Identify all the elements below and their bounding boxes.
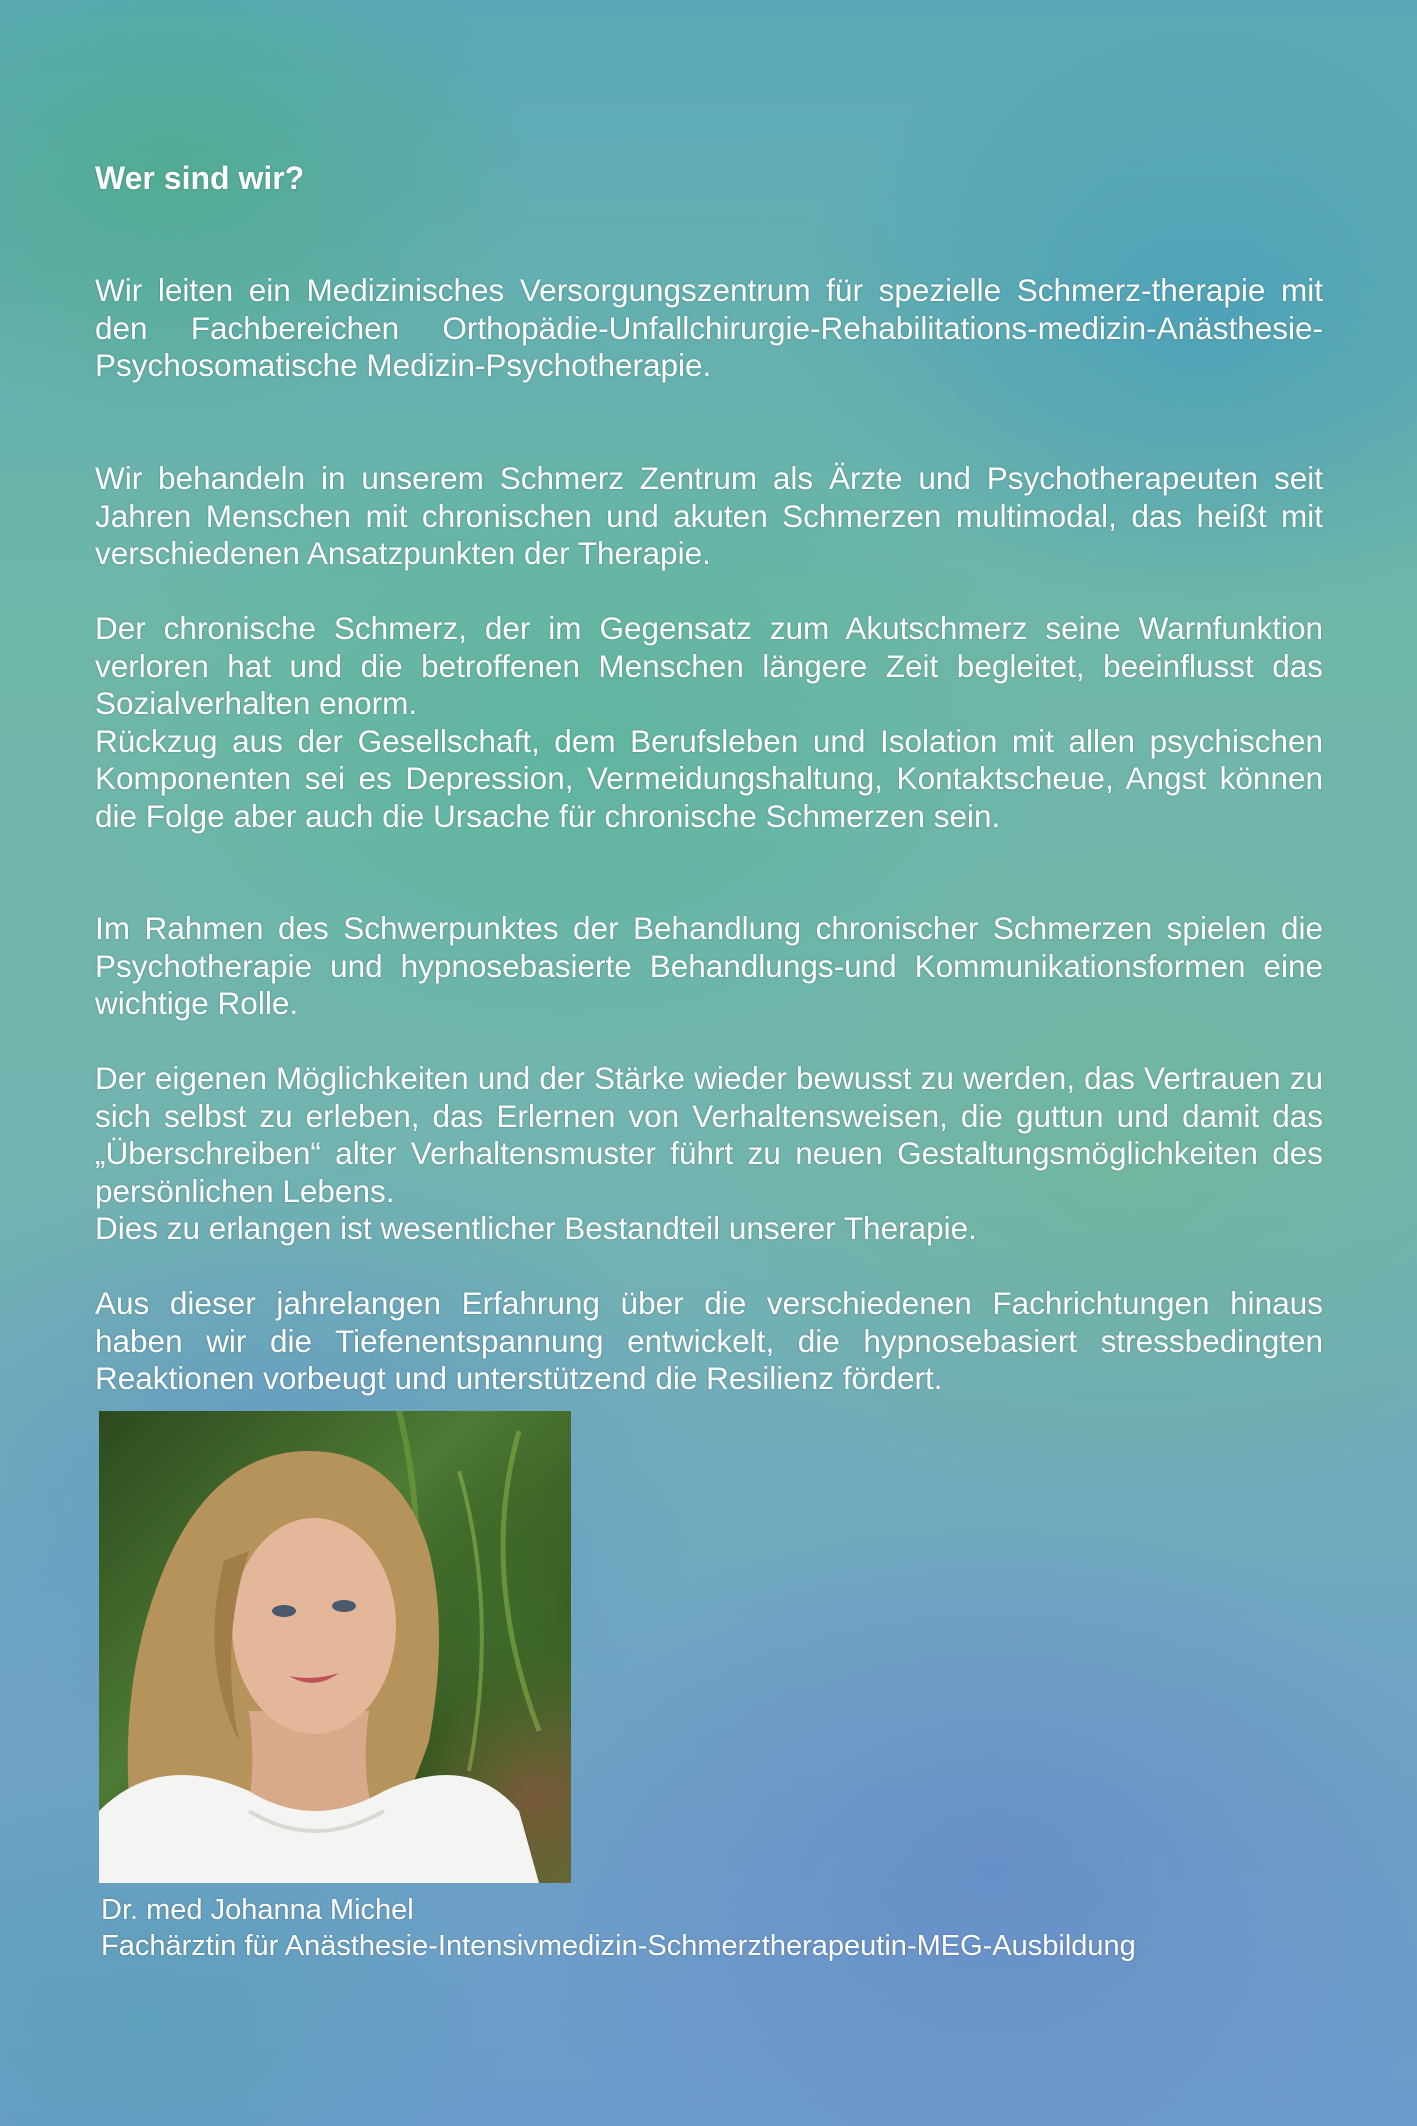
- paragraph-experience: Aus dieser jahrelangen Erfahrung über die verschiedenen Fachrichtungen hinaus haben wir die Tiefenentspannung entwickelt, die hypnosebasiert stressbedingten Reaktionen vorbeugt und unterstützend die Resilienz fördert.: [95, 1285, 1323, 1396]
- portrait-photo: [99, 1411, 571, 1883]
- intro-section: [95, 272, 1323, 385]
- experience-section: [95, 1285, 1323, 1398]
- focus-section: [95, 910, 1323, 1023]
- chronic-pain-section: [95, 610, 1323, 835]
- treatment-section: [95, 460, 1323, 573]
- paragraph-chronic-pain: Der chronische Schmerz, der im Gegensatz zum Akutschmerz seine Warnfunktion verloren hat und die betroffenen Menschen längere Zeit begleitet, beeinflusst das Sozialverhalten enorm.: [95, 610, 1323, 721]
- possibilities-section: [95, 1060, 1323, 1248]
- paragraph-focus: Im Rahmen des Schwerpunktes der Behandlung chronischer Schmerzen spielen die Psychotherapie und hypnosebasierte Behandlungs-und Kommunikationsformen eine wichtige Rolle.: [95, 910, 1323, 1021]
- paragraph-intro: Wir leiten ein Medizinisches Versorgungszentrum für spezielle Schmerz-therapie mit den Fachbereichen Orthopädie-Unfallchirurgie-Rehabilitations-medizin-Anästhesie-Psychosomatische Medizin-Psychotherapie.: [95, 272, 1323, 383]
- paragraph-possibilities: Der eigenen Möglichkeiten und der Stärke wieder bewusst zu werden, das Vertrauen zu sich selbst zu erleben, das Erlernen von Verhaltensweisen, die guttun und damit das „Überschreiben“ alter Verhaltensmuster führt zu neuen Gestaltungsmöglichkeiten des persönlichen Lebens.: [95, 1060, 1323, 1209]
- caption-name: Dr. med Johanna Michel: [101, 1894, 414, 1926]
- page-heading: Wer sind wir?: [95, 160, 305, 196]
- paragraph-withdrawal: Rückzug aus der Gesellschaft, dem Berufsleben und Isolation mit allen psychischen Komponenten sei es Depression, Vermeidungshaltung, Kontaktscheue, Angst können die Folge aber auch die Ursache für chronische Schmerzen sein.: [95, 722, 1323, 834]
- photo-caption: [101, 1892, 1136, 1964]
- caption-title: Fachärztin für Anästhesie-Intensivmedizin-Schmerztherapeutin-MEG-Ausbildung: [101, 1930, 1136, 1962]
- paragraph-treatment: Wir behandeln in unserem Schmerz Zentrum als Ärzte und Psychotherapeuten seit Jahren Menschen mit chronischen und akuten Schmerzen multimodal, das heißt mit verschiedenen Ansatzpunkten der Therapie.: [95, 460, 1323, 571]
- paragraph-therapy-component: Dies zu erlangen ist wesentlicher Bestandteil unserer Therapie.: [95, 1210, 977, 1246]
